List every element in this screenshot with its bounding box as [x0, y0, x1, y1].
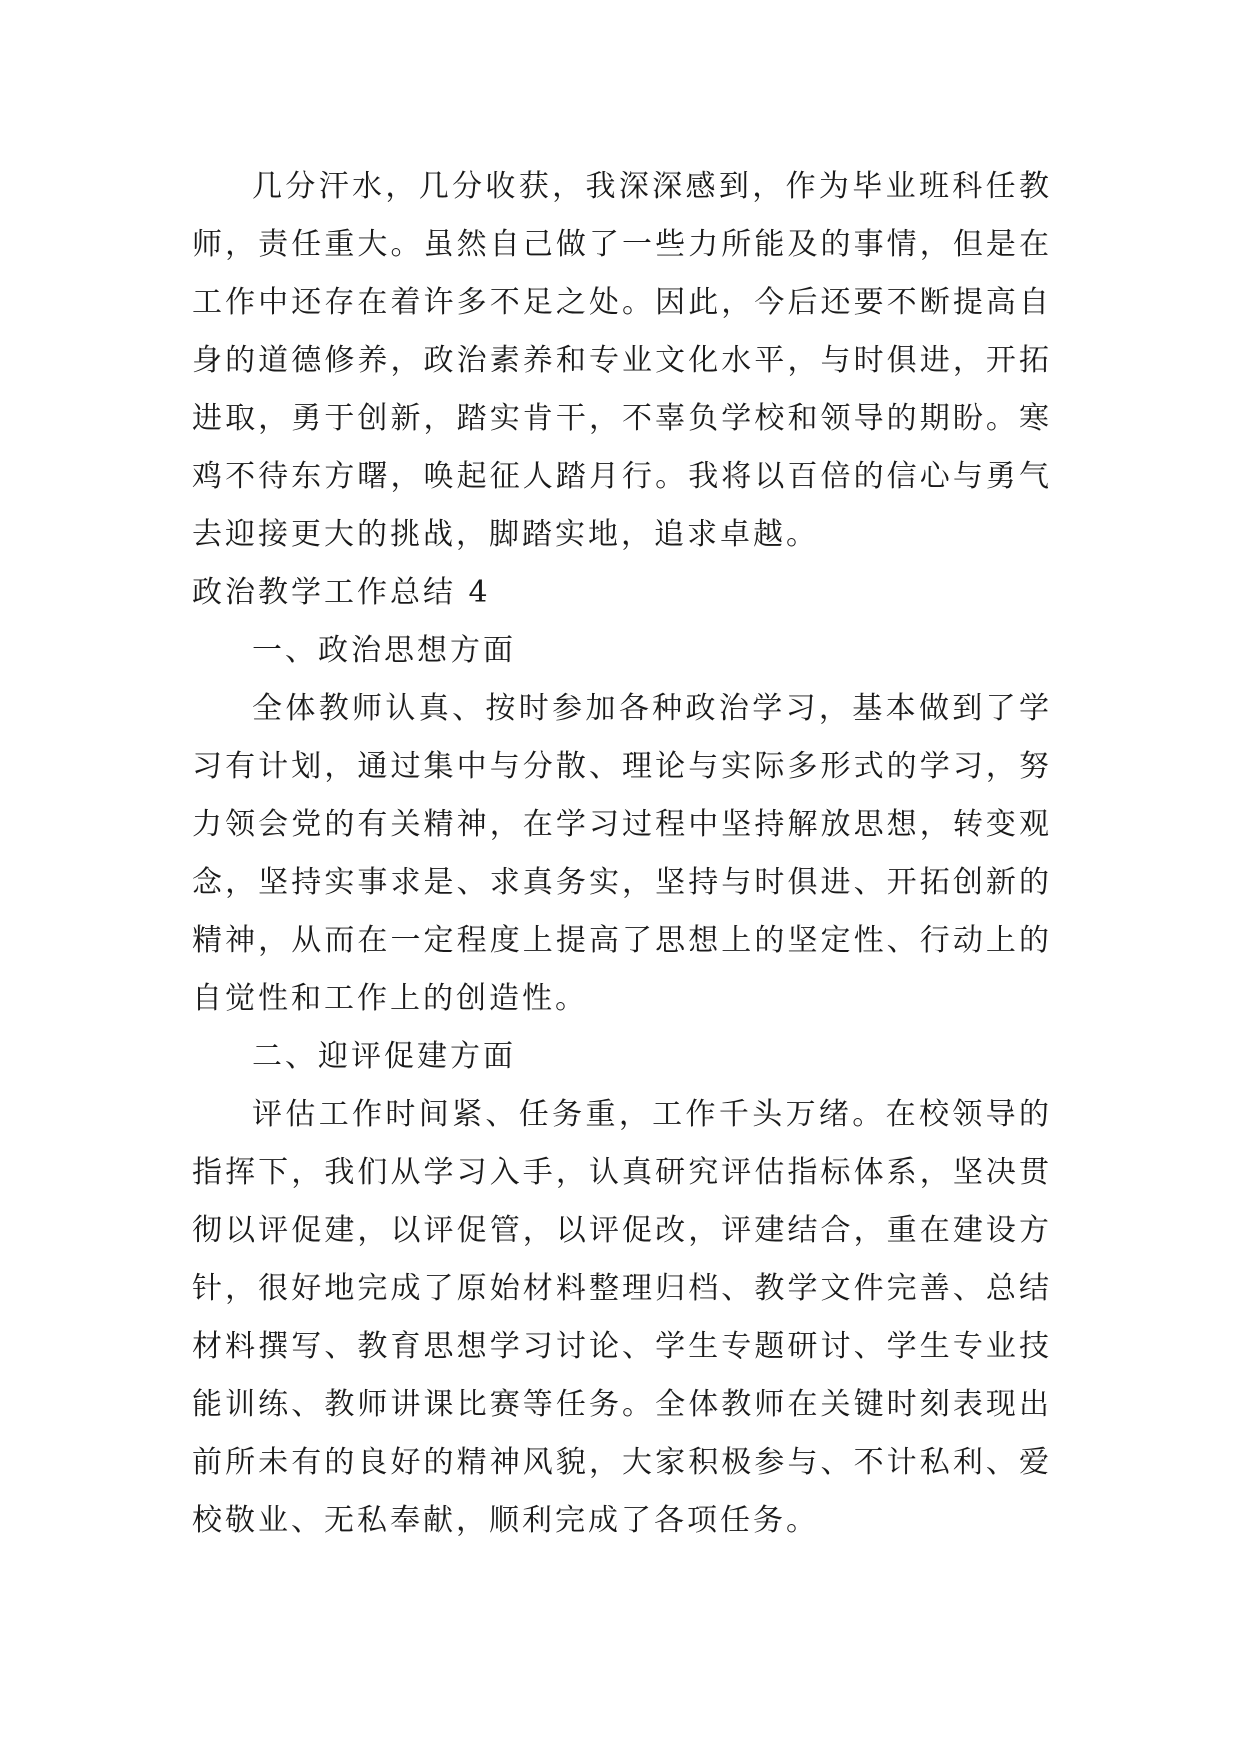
paragraph-evaluation: 评估工作时间紧、任务重，工作千头万绪。在校领导的指挥下，我们从学习入手，认真研究评估指标体系，坚决贯彻以评促建，以评促管，以评促改，评建结合，重在建设方针，很好地完成了原始材料整理归档、教学文件完善、总结材料撰写、教育思想学习讨论、学生专题研讨、学生专业技能训练、教师讲课比赛等任务。全体教师在关键时刻表现出前所未有的良好的精神风貌，大家积极参与、不计私利、爱校敬业、无私奉献，顺利完成了各项任务。 — [192, 1097, 1052, 1538]
subheading-political-thought: 一、政治思想方面 — [252, 633, 516, 668]
subheading-evaluation: 二、迎评促建方面 — [252, 1039, 516, 1074]
paragraph-political-thought: 全体教师认真、按时参加各种政治学习，基本做到了学习有计划，通过集中与分散、理论与实际多形式的学习，努力领会党的有关精神，在学习过程中坚持解放思想，转变观念，坚持实事求是、求真务实，坚持与时俱进、开拓创新的精神，从而在一定程度上提高了思想上的坚定性、行动上的自觉性和工作上的创造性。 — [192, 691, 1052, 1016]
paragraph-conclusion: 几分汗水，几分收获，我深深感到，作为毕业班科任教师，责任重大。虽然自己做了一些力所能及的事情，但是在工作中还存在着许多不足之处。因此，今后还要不断提高自身的道德修养，政治素养和专业文化水平，与时俱进，开拓进取，勇于创新，踏实肯干，不辜负学校和领导的期盼。寒鸡不待东方曙，唤起征人踏月行。我将以百倍的信心与勇气去迎接更大的挑战，脚踏实地，追求卓越。 — [192, 169, 1052, 552]
document-body — [192, 158, 1052, 1550]
section-title: 政治教学工作总结 4 — [192, 575, 491, 610]
